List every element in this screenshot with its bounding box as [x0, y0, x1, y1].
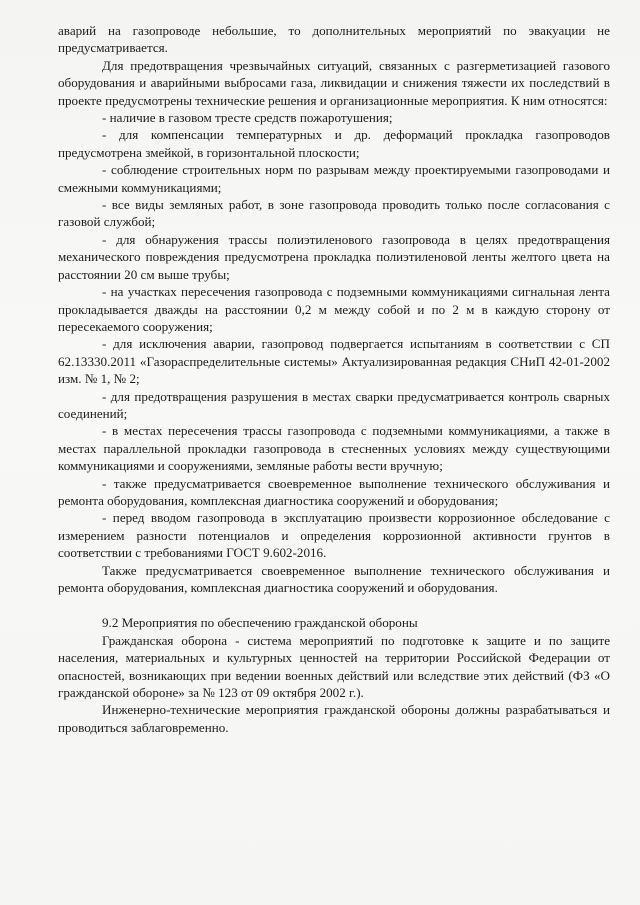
body-text-bottom	[58, 632, 610, 736]
paragraph: - на участках пересечения газопровода с подземными коммуникациями сигнальная лента прокладывается дважды на расстоянии 0,2 м между собой и по 2 м в каждую сторону от пересекаемого сооружения;	[58, 284, 610, 334]
paragraph: Гражданская оборона - система мероприятий по подготовке к защите и по защите населения, материальных и культурных ценностей на территории Российской Федерации от опасностей, возникающих при ведении военных действий или вследствие этих действий (ФЗ «О гражданской обороне» за № 123 от 09 октября 2002 г.).	[58, 632, 610, 701]
paragraph: - наличие в газовом тресте средств пожаротушения;	[102, 110, 393, 126]
paragraph: Для предотвращения чрезвычайных ситуаций, связанных с разгерметизацией газового оборудования и аварийными выбросами газа, ликвидации и снижения тяжести их последствий в проекте предусмотрены технические решения и организационные мероприятия. К ним относятся:	[58, 57, 610, 108]
paragraph: - для обнаружения трассы полиэтиленового газопровода в целях предотвращения механического повреждения предусмотрена прокладка полиэтиленовой ленты желтого цвета на расстоянии 20 см выше трубы;	[58, 231, 610, 282]
paragraph: - для исключения аварии, газопровод подвергается испытаниям в соответствии с СП 62.13330.2011 «Газораспределительные системы» Актуализированная редакция СНиП 42-01-2002 изм. № 1, № 2;	[58, 336, 610, 387]
paragraph: Также предусматривается своевременное выполнение технического обслуживания и ремонта оборудования, комплексная диагностика сооружений и оборудования.	[58, 562, 610, 595]
paragraph: - также предусматривается своевременное выполнение технического обслуживания и ремонта оборудования, комплексная диагностика сооружений и оборудования;	[58, 475, 610, 508]
section-heading: 9.2 Мероприятия по обеспечению гражданской обороны	[102, 615, 418, 631]
paragraph: - для предотвращения разрушения в местах сварки предусматривается контроль сварных соединений;	[58, 388, 610, 421]
paragraph: Инженерно-технические мероприятия гражданской обороны должны разрабатываться и проводиться заблаговременно.	[58, 702, 610, 735]
paragraph: - соблюдение строительных норм по разрывам между проектируемыми газопроводами и смежными коммуникациями;	[58, 162, 610, 195]
paragraph: - перед вводом газопровода в эксплуатацию произвести коррозионное обследование с измерением разности потенциалов и определения коррозионной активности грунтов в соответствии с требованиями ГОСТ 9.602-2016.	[58, 510, 610, 561]
paragraph: - в местах пересечения трассы газопровода с подземными коммуникациями, а также в местах параллельной прокладки газопровода в стесненных условиях между существующими коммуникациями и сооружениями, земляные работы вести вручную;	[58, 423, 610, 474]
body-text-top	[58, 22, 610, 596]
paragraph: - все виды земляных работ, в зоне газопровода проводить только после согласования с газовой службой;	[58, 197, 610, 230]
paragraph: аварий на газопроводе небольшие, то дополнительных мероприятий по эвакуации не предусматривается.	[58, 23, 610, 56]
paragraph: - для компенсации температурных и др. деформаций прокладка газопроводов предусмотрена змейкой, в горизонтальной плоскости;	[58, 127, 610, 160]
